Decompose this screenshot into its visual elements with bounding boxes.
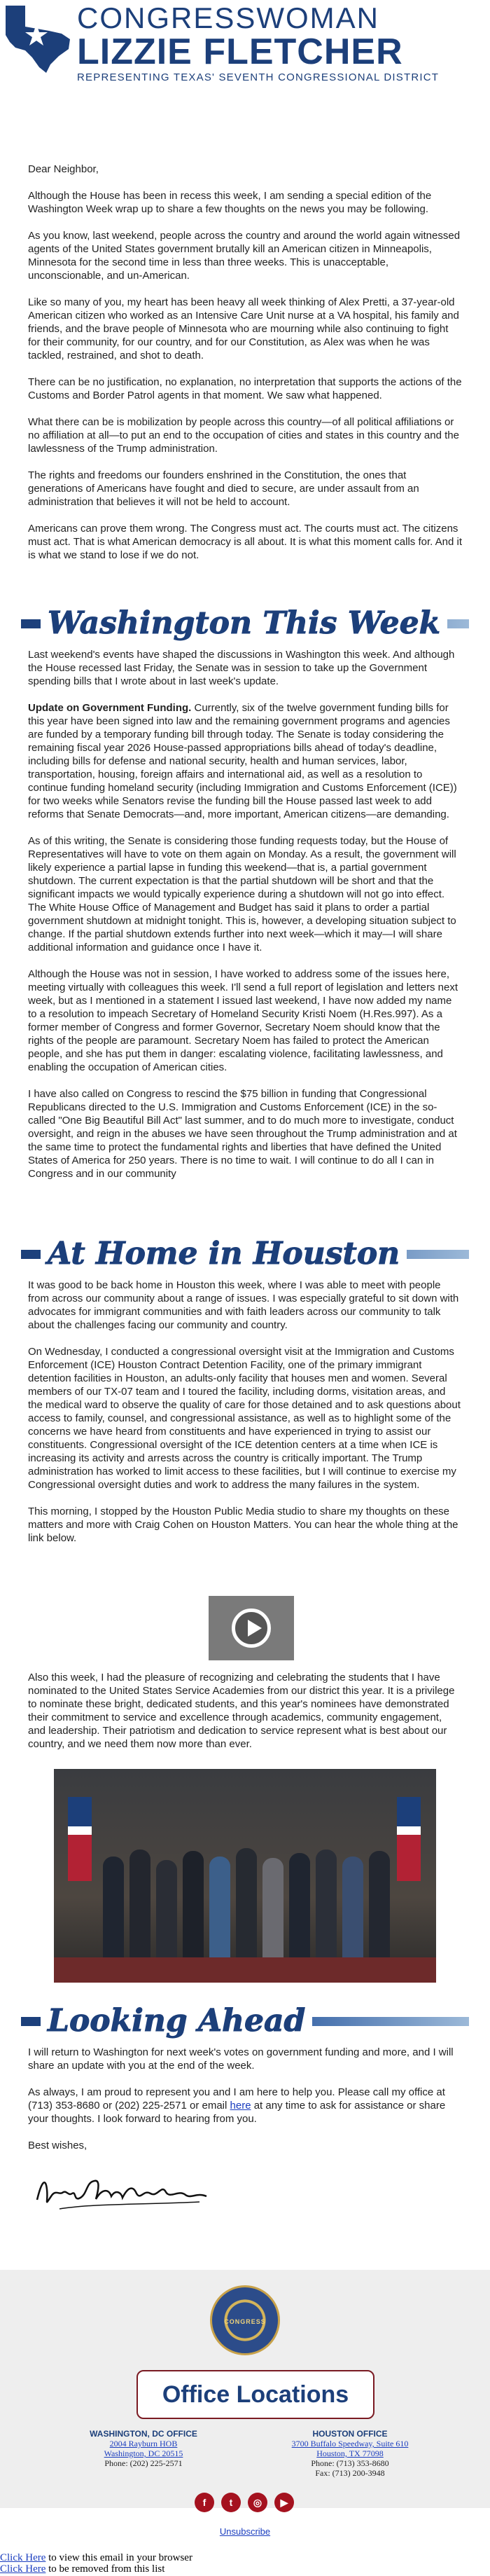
person <box>236 1848 257 1962</box>
funding-label: Update on Government Funding. <box>28 702 192 714</box>
section-heading-houston <box>21 1233 469 1275</box>
heading-title: Looking Ahead <box>41 2003 312 2039</box>
flag-icon <box>68 1797 92 1881</box>
person <box>342 1857 363 1962</box>
paragraph <box>28 701 462 821</box>
signature <box>31 2168 214 2217</box>
office-locations-title: Office Locations <box>136 2370 374 2419</box>
header-logo <box>0 0 440 84</box>
houston-section-continued <box>28 1671 462 1764</box>
intro-section <box>28 163 462 575</box>
dc-office <box>63 2429 224 2468</box>
paragraph: What there can be is mobilization by people across this country—of all political affiliations or no affiliation at all—to put an end to the occupation of cities and states in this country and the lawlessness of the Trump administration. <box>28 416 459 455</box>
address-link[interactable]: 2004 Rayburn HOB <box>109 2439 178 2448</box>
office-phone: Phone: (713) 353-8680 <box>311 2458 389 2468</box>
person <box>369 1851 390 1962</box>
remove-text: to be removed from this list <box>46 2563 165 2575</box>
paragraph: Also this week, I had the pleasure of recognizing and celebrating the students that I have nominated to the United States Service Academies from our district this year. It is a privilege to nominate these bright, dedicated students, and this year's nominees have demonstrated their commitment to service and excellence through academics, community engagement, and leadership. Their patriotism and dedication to service represent what is best about our country, and we need them now more than ever. <box>28 1672 455 1750</box>
contact-text-end: at any time to ask for assistance or share your thoughts. I look forward to hearing from you. <box>28 2100 446 2125</box>
person <box>316 1850 337 1962</box>
texas-star-icon <box>0 0 74 74</box>
greeting: Dear Neighbor, <box>28 163 99 175</box>
nominees-photo <box>54 1769 436 1983</box>
brand-title: CONGRESSWOMAN <box>77 1 380 34</box>
brand-subtitle: REPRESENTING TEXAS' SEVENTH CONGRESSIONAL DISTRICT <box>77 71 440 83</box>
view-browser-text: to view this email in your browser <box>46 2552 192 2563</box>
paragraph: The rights and freedoms our founders enshrined in the Constitution, the ones that generations of Americans have fought and died to secure, are under assault from an administration that believes it will not be held to account. <box>28 469 419 508</box>
paragraph: It was good to be back home in Houston this week, where I was able to meet with people from across our community about a range of issues. I was especially grateful to sit down with advocates for immigrant communities and with faith leaders across our community to talk about the challenges facing our community and country. <box>28 1279 459 1331</box>
facebook-icon[interactable]: f <box>195 2493 214 2512</box>
person <box>183 1851 204 1962</box>
person <box>103 1857 124 1962</box>
heading-title: Washington This Week <box>41 605 447 642</box>
email-link[interactable]: here <box>230 2100 251 2112</box>
video-thumbnail[interactable] <box>209 1596 294 1660</box>
office-phone: Phone: (202) 225-2571 <box>104 2458 183 2468</box>
contact-text: As always, I am proud to represent you and I am here to help you. Please call my office at (713) 353-8680 or (202) 225-2571 or email <box>28 2086 445 2112</box>
twitter-icon[interactable]: t <box>221 2493 241 2512</box>
brand-name: LIZZIE FLETCHER <box>77 32 403 72</box>
unsubscribe-row <box>0 2525 490 2538</box>
washington-section <box>28 648 462 1194</box>
address-link[interactable]: Washington, DC 20515 <box>104 2448 183 2458</box>
paragraph: Americans can prove them wrong. The Congress must act. The courts must act. The citizens must act. That is what American democracy is all about. It is what this moment calls for. And it is what we stand to lose if we do not. <box>28 523 462 561</box>
address-link[interactable]: Houston, TX 77098 <box>316 2448 384 2458</box>
congress-seal-icon <box>210 2285 280 2355</box>
address-link[interactable]: 3700 Buffalo Speedway, Suite 610 <box>291 2439 409 2448</box>
paragraph: Last weekend's events have shaped the discussions in Washington this week. And although the House recessed last Friday, the Senate was in session to take up the Government spending bills that I wrote about in last week's update. <box>28 649 455 687</box>
flag-icon <box>397 1797 421 1881</box>
ahead-section <box>28 2046 462 2165</box>
section-heading-ahead <box>21 2000 469 2042</box>
paragraph: As you know, last weekend, people across the country and around the world again witnessed agents of the United States government brutally kill an American citizen in Minneapolis, Minnesota for the second time in less than three weeks. This is unacceptable, unconscionable, and un-American. <box>28 230 461 282</box>
paragraph: This morning, I stopped by the Houston Public Media studio to share my thoughts on these matters and more with Craig Cohen on Houston Matters. You can hear the whole thing at the link below. <box>28 1506 458 1544</box>
play-icon[interactable] <box>232 1609 271 1648</box>
view-in-browser <box>0 2552 192 2563</box>
view-browser-link[interactable]: Click Here <box>0 2552 46 2563</box>
footer <box>0 2270 490 2508</box>
paragraph: There can be no justification, no explanation, no interpretation that supports the actions of the Customs and Border Patrol agents in that moment. We saw what happened. <box>28 376 462 401</box>
houston-section <box>28 1279 462 1558</box>
person <box>130 1850 150 1962</box>
remove-link[interactable]: Click Here <box>0 2563 46 2575</box>
signature-graphic <box>31 2168 214 2217</box>
paragraph: I will return to Washington for next week's votes on government funding and more, and I will share an update with you at the end of the week. <box>28 2046 454 2072</box>
person <box>209 1857 230 1962</box>
carpet <box>54 1957 436 1983</box>
paragraph: Although the House has been in recess this week, I am sending a special edition of the Washington Week wrap up to share a few thoughts on the news you may be following. <box>28 190 432 215</box>
unsubscribe-link[interactable]: Unsubscribe <box>219 2526 271 2537</box>
office-name: WASHINGTON, DC OFFICE <box>90 2429 197 2439</box>
closing: Best wishes, <box>28 2140 88 2151</box>
paragraph <box>28 2086 462 2126</box>
funding-text: Currently, six of the twelve government funding bills for this year have been signed into law and the remaining government programs and agencies are funded by a temporary funding bill through today. The Senate is today considering the remaining fiscal year 2026 House-passed appropriations bills ahead of today's deadline, including bills for defense and national security, health and human services, labor, transportation, housing, foreign affairs and international aid, as well as a resolution to continue funding homeland security (including Immigration and Customs Enforcement (ICE)) for two weeks while Senators revise the funding bill the House passed last week to add reforms that Senate Democrats—and, more important, American citizens—are demanding. <box>28 702 457 820</box>
youtube-icon[interactable]: ▶ <box>274 2493 294 2512</box>
office-fax: Fax: (713) 200-3948 <box>315 2468 385 2478</box>
houston-office <box>270 2429 430 2478</box>
person <box>156 1860 177 1962</box>
paragraph: As of this writing, the Senate is considering those funding requests today, but the House of Representatives will have to vote on them again on Monday. As a result, the government will likely experience a partial lapse in funding this weekend—that is, a partial government shutdown. The current expectation is that the partial shutdown will be short and that the significant impacts we would typically experience during a shutdown will not go into effect. The White House Office of Management and Budget has said it plans to order a partial government shutdown at midnight tonight. This is, however, a developing situation subject to change. If the partial shutdown extends further into next week—which it may—I will share additional information and guidance once I have it. <box>28 835 456 953</box>
person <box>262 1858 284 1962</box>
paragraph: On Wednesday, I conducted a congressional oversight visit at the Immigration and Customs Enforcement (ICE) Houston Contract Detention Facility, one of the primary immigrant detention facilities in Houston, an adults-only facility that houses men and women. Several members of our TX-07 team and I toured the facility, including dorms, visitation areas, and the medical ward to observe the quality of care for those detained and to ask questions about access to family, counsel, and congressional assistance, as well as to highlight some of the concerns we have heard from constituents and have experienced in trying to assist our constituents. Congressional oversight of the ICE detention centers at a time when ICE is increasing its activity and arrests across the country is critically important. The Trump administration has worked to limit access to these facilities, but I will continue to exercise my Congressional oversight duties and work to address the many failures in the system. <box>28 1346 461 1491</box>
paragraph: I have also called on Congress to rescind the $75 billion in funding that Congressional Republicans directed to the U.S. Immigration and Customs Enforcement (ICE) in the so-called "One Big Beautiful Bill Act" last summer, and to do much more to investigate, conduct oversight, and reign in the abuses we have seen throughout the Trump administration and at the same time to protect the fundamental rights and liberties that have defined the United States of America for 250 years. There is no time to wait. I will continue to do all I can in Congress and in our community <box>28 1088 457 1180</box>
person <box>289 1853 310 1962</box>
remove-from-list <box>0 2563 164 2575</box>
paragraph: Like so many of you, my heart has been heavy all week thinking of Alex Pretti, a 37-year-old American citizen who worked as an Intensive Care Unit nurse at a VA hospital, his family and friends, and the brave people of Minnesota who are mourning while also continuing to fight for their community, for our country, and for our Constitution, as Alex was when he was tackled, restrained, and shot to death. <box>28 296 459 361</box>
social-links <box>195 2493 300 2514</box>
instagram-icon[interactable]: ◎ <box>248 2493 267 2512</box>
section-heading-washington <box>21 602 469 645</box>
seal-text: CONGRESS <box>224 2318 266 2325</box>
paragraph: Although the House was not in session, I have worked to address some of the issues here, meeting virtually with colleagues this week. I'll send a full report of legislation and letters next week, but as I mentioned in a statement I issued last weekend, I have now added my name to a resolution to impeach Secretary of Homeland Security Kristi Noem (H.Res.997). As a former member of Congress and former Governor, Secretary Noem should know that the rights of the people are paramount. Secretary Noem has failed to protect the American people, and she has put them in danger: escalating violence, facilitating lawlessness, and enabling the occupation of American cities. <box>28 968 458 1073</box>
office-name: HOUSTON OFFICE <box>312 2429 388 2439</box>
heading-title: At Home in Houston <box>41 1236 407 1272</box>
